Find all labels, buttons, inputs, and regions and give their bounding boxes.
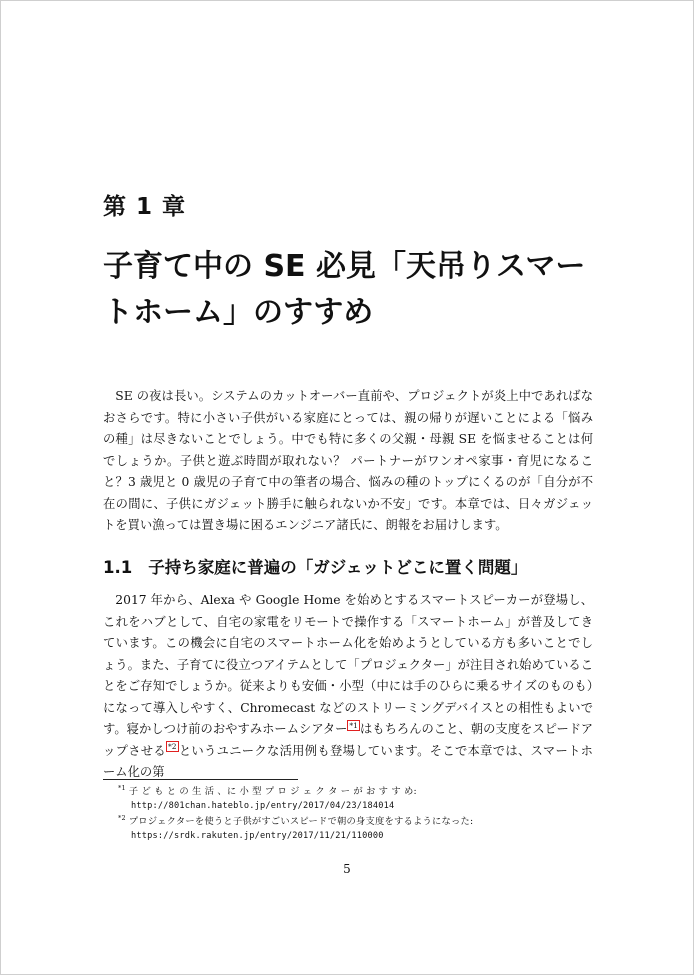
footnote-mark-2: *2 xyxy=(118,813,126,822)
page-number: 5 xyxy=(343,862,351,876)
footnote-text-1: 子 ど も と の 生 活 、に 小 型 プ ロ ジ ェ ク タ ー が お す す め: xyxy=(128,786,417,797)
footnote-url-2[interactable]: https://srdk.rakuten.jp/entry/2017/11/21/110000 xyxy=(131,831,384,841)
section-heading xyxy=(103,554,527,578)
footnote-ref-2[interactable]: *2 xyxy=(167,742,177,752)
section-text-part3: というユニークな活用例も登場しています。そこで本章では、スマートホーム化の第 xyxy=(103,743,593,779)
footnote-mark-1: *1 xyxy=(118,783,126,792)
footnote-text-2: プロジェクターを使うと子供がすごいスピードで朝の身支度をするようになった: xyxy=(128,816,474,827)
footnote-url-1[interactable]: http://801chan.hateblo.jp/entry/2017/04/23/184014 xyxy=(131,801,395,811)
section-paragraph xyxy=(103,590,593,784)
chapter-title: 子育て中の SE 必見「天吊りスマートホーム」のすすめ xyxy=(103,249,586,330)
section-text-part1: 2017 年から、Alexa や Google Home を始めとするスマートスピーカーが登場し、これをハブとして、自宅の家電をリモートで操作する「スマートホーム」が普及してきています。この機会に自宅のスマートホーム化を始めようとしている方も多いことでしょう。また、子育てに役立つアイテムとして「プロジェクター」が注目され始めていることをご存知でしょうか。従来よりも安価・小型（中には手のひらに乗るサイズのものも）になって導入しやすく、Chromecast などのストリーミングデバイスとの相性もよいです。寝かしつけ前のおやすみホームシアター xyxy=(103,593,593,736)
section-number: 1.1 xyxy=(103,558,133,577)
chapter-label: 第 1 章 xyxy=(103,194,187,220)
footnote-divider xyxy=(103,779,298,780)
footnote-1 xyxy=(118,784,594,814)
section-title: 子持ち家庭に普遍の「ガジェットどこに置く問題」 xyxy=(148,558,528,577)
footnote-2 xyxy=(118,814,594,844)
section-text-part2: はもちろんのこと、朝の支度をスピードアップさせる xyxy=(103,722,594,758)
footnote-ref-1[interactable]: *1 xyxy=(349,720,358,730)
intro-paragraph: SE の夜は長い。システムのカットオーバー直前や、プロジェクトが炎上中であればなおさらです。特に小さい子供がいる家庭にとっては、親の帰りが遅いことによる「悩みの種」は尽きないことでしょう。中でも特に多くの父親・母親 SE を悩ませることは何でしょうか。子供と遊ぶ時間が取れない？ パートナーがワンオペ家事・育児になること？3 歳児と 0 歳児の子育て中の筆者の場合、悩みの種のトップにくるのが「自分が不在の間に、子供にガジェット勝手に触られないか不安」です。本章では、日々ガジェットを買い漁っては置き場に困るエンジニア諸氏に、朗報をお届けします。 xyxy=(103,389,593,532)
